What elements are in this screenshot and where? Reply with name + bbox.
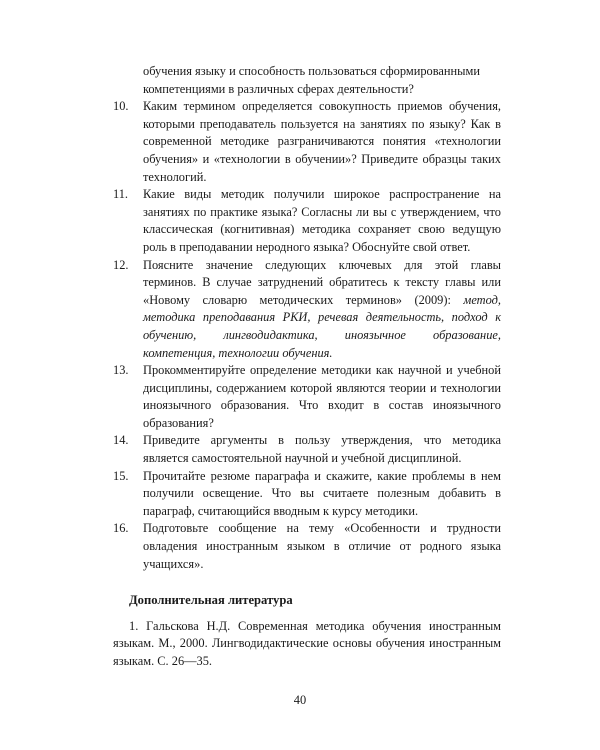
question-number: 10. — [113, 99, 129, 114]
question-15 — [113, 468, 501, 521]
question-text — [143, 258, 501, 360]
key-terms: метод, методика преподавания РКИ, речевая деятельность, подход к обучению, лингводидактика, иноязычное образование, компетенция, технологии обучения. — [143, 292, 501, 360]
question-number: 16. — [113, 521, 129, 536]
section-heading: Дополнительная литература — [129, 593, 293, 608]
question-number: 11. — [113, 187, 129, 202]
question-text: Приведите аргументы в пользу утверждения, что методика является самостоятельной научной и учебной дисциплиной. — [143, 433, 501, 466]
question-11 — [113, 186, 501, 256]
question-continuation: обучения языку и способность пользоваться сформированными компетенциями в различных сферах деятельности? — [143, 64, 480, 96]
question-16 — [113, 520, 501, 573]
question-text: Какие виды методик получили широкое распространение на занятиях по практике языка? Согласны ли вы с утверждением, что классическая (когнитивная) методика сохраняет свою ведущую роль в преподавании неродного языка? Обоснуйте свой ответ. — [143, 187, 501, 254]
question-12 — [113, 257, 501, 363]
question-10 — [113, 98, 501, 186]
question-13 — [113, 362, 501, 432]
question-text: Прокомментируйте определение методики как научной и учебной дисциплины, содержанием которой являются теории и технологии иноязычного образования. Что входит в состав иноязычного образования? — [143, 363, 501, 430]
page-content — [113, 63, 501, 671]
question-number: 15. — [113, 468, 129, 483]
question-number: 12. — [113, 257, 129, 272]
reference-item: 1. Гальскова Н.Д. Современная методика обучения иностранным языкам. М., 2000. Лингводидактические основы обучения иностранным языкам. С. 26—35. — [113, 618, 501, 668]
question-text-lead: Поясните значение следующих ключевых для этой главы терминов. В случае затруднений обратитесь к тексту главы или «Новому словарю методических терминов» (2009): — [143, 257, 501, 307]
question-text: Прочитайте резюме параграфа и скажите, какие проблемы в нем получили освещение. Что вы считаете полезным добавить в параграф, считающийся вводным к курсу методики. — [143, 468, 501, 518]
question-text: Подготовьте сообщение на тему «Особенности и трудности овладения иностранным языком в отличие от родного языка учащихся». — [143, 521, 501, 571]
question-14 — [113, 432, 501, 467]
page-number: 40 — [293, 693, 307, 707]
question-number: 13. — [113, 363, 129, 378]
question-number: 14. — [113, 433, 129, 448]
question-text: Каким термином определяется совокупность приемов обучения, которыми преподаватель пользуется на занятиях по языку? Как в современной методике разграничиваются понятия «технологии обучения» и «технологии в обучении»? Приведите образцы таких технологий. — [143, 99, 501, 184]
question-list — [113, 98, 501, 573]
